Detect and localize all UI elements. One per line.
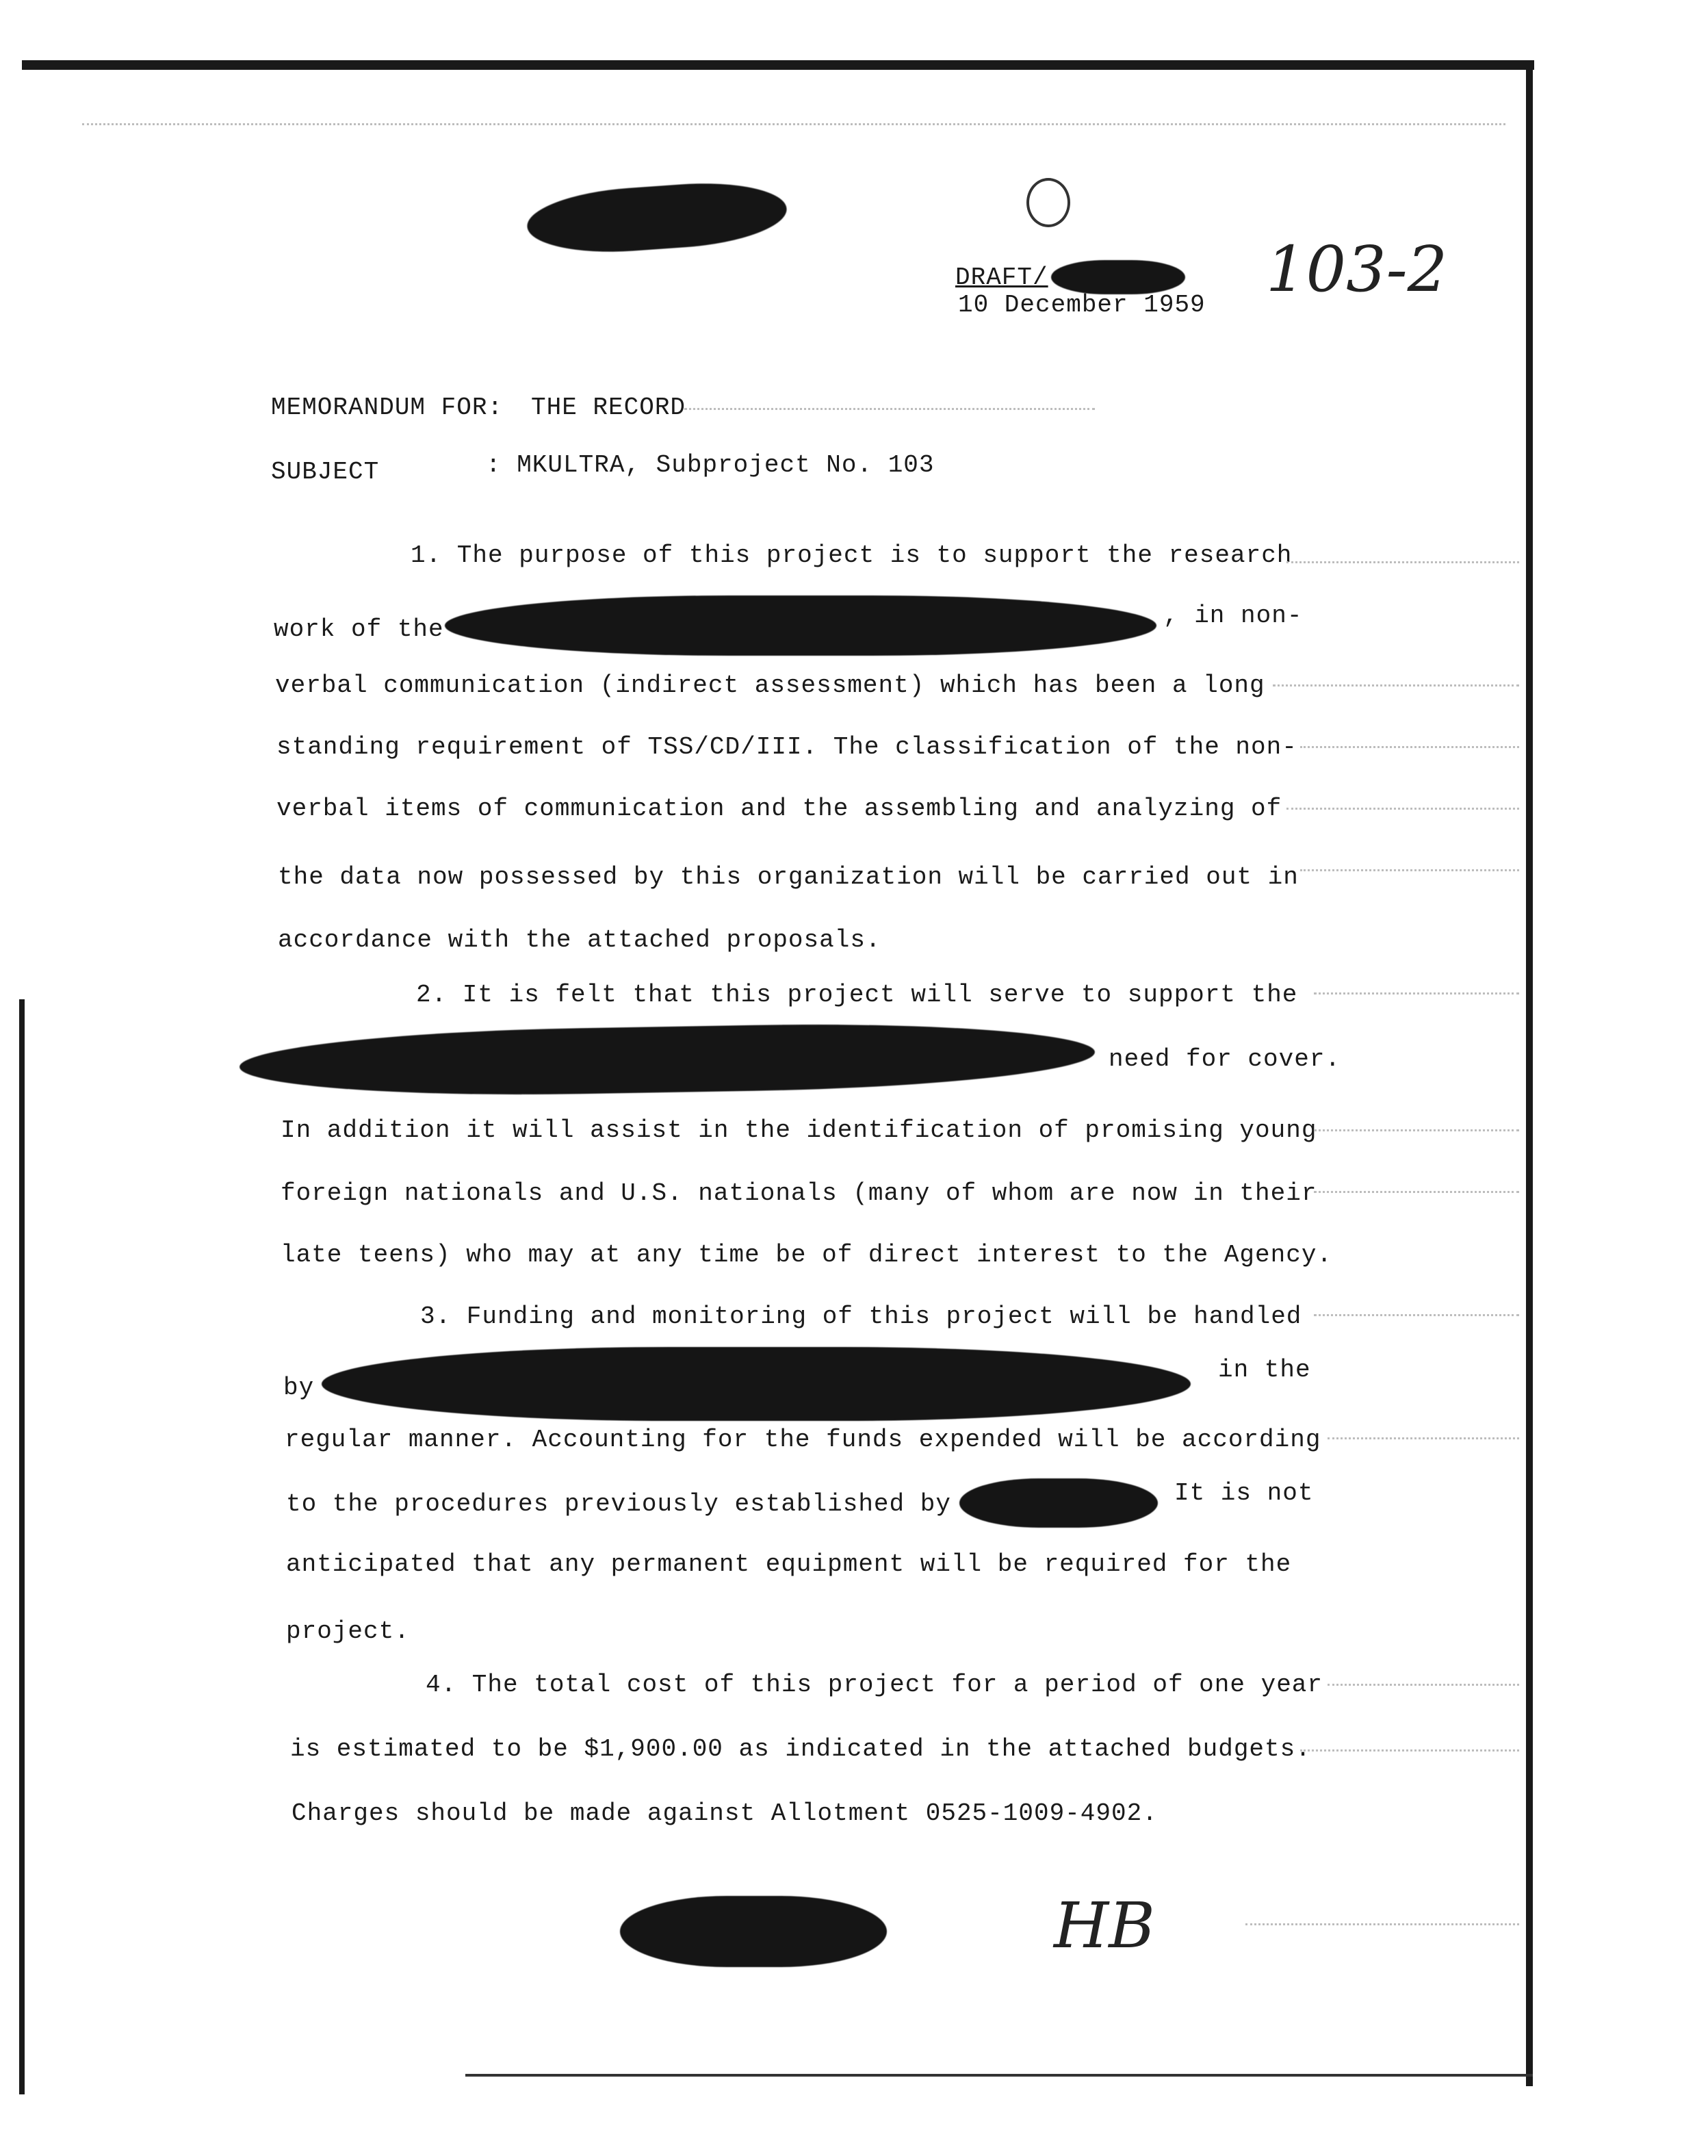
p1-line-4: standing requirement of TSS/CD/III. The classification of the non- [276,733,1297,761]
redaction-funding-entity [322,1347,1191,1421]
redaction-draft-suffix [1051,260,1185,294]
subject-label: SUBJECT [271,458,380,486]
guide-line [1300,869,1519,871]
guide-line [1314,1314,1519,1316]
guide-line [1314,992,1519,994]
draft-label: DRAFT/ [955,264,1048,292]
guide-line [1314,1129,1519,1131]
guide-line [1245,1923,1519,1925]
p3-line-5: anticipated that any permanent equipment will be required for the [286,1550,1292,1578]
redaction-organization [445,595,1156,656]
memo-for-label: MEMORANDUM FOR: [271,394,504,422]
bottom-border-line [465,2074,1533,2077]
p3-line-6: project. [286,1617,410,1645]
circle-mark [1026,178,1070,227]
top-border-line [22,60,1534,70]
guide-line [1314,1191,1519,1193]
p4-line-2: is estimated to be $1,900.00 as indicated in the attached budgets. [290,1735,1311,1763]
p3-line-2-end: in the [1218,1356,1311,1384]
memo-date: 10 December 1959 [958,291,1206,319]
p1-line-5: verbal items of communication and the assembling and analyzing of [276,795,1282,823]
p4-line-1: 4. The total cost of this project for a period of one year [426,1671,1323,1699]
guide-line [1286,808,1519,810]
p2-line-4: foreign nationals and U.S. nationals (many of whom are now in their [281,1179,1317,1207]
redaction-cover-entity [239,1019,1095,1100]
p2-line-5: late teens) who may at any time be of direct interest to the Agency. [281,1241,1333,1269]
handwritten-initials: HB [1054,1889,1155,1962]
guide-line [1300,746,1519,748]
redaction-classification-top [525,177,788,258]
guide-line [1286,561,1519,563]
p2-line-2: need for cover. [1109,1045,1341,1073]
p4-line-3: Charges should be made against Allotment 0525-1009-4902. [292,1799,1158,1827]
p1-line-2-start: work of the [274,615,444,643]
p3-line-4-start: to the procedures previously established by [286,1490,951,1518]
p1-line-3: verbal communication (indirect assessment) which has been a long [275,671,1265,700]
p1-line-7: accordance with the attached proposals. [278,926,881,954]
redaction-classification-bottom [620,1896,887,1967]
right-border-line [1526,60,1533,2086]
p2-line-3: In addition it will assist in the identification of promising young [281,1116,1317,1144]
memo-for-value: THE RECORD [531,394,686,422]
guide-line [1328,1437,1519,1439]
p3-line-2-start: by [283,1374,315,1402]
left-border-line [19,999,25,2094]
guide-line [1328,1684,1519,1686]
subject-value: : MKULTRA, Subproject No. 103 [486,451,935,479]
guide-line [82,123,1505,125]
p2-line-1: 2. It is felt that this project will serve to support the [416,981,1298,1009]
p3-line-3: regular manner. Accounting for the funds expended will be according [285,1426,1321,1454]
p3-line-4-end: It is not [1174,1479,1314,1507]
guide-line [1300,1749,1519,1751]
redaction-procedure-authority [959,1478,1158,1528]
p1-line-1: 1. The purpose of this project is to support the research [411,541,1293,569]
p1-line-6: the data now possessed by this organization will be carried out in [278,863,1299,891]
p3-line-1: 3. Funding and monitoring of this project will be handled [420,1302,1302,1331]
p1-line-2-end: , in non- [1163,602,1303,630]
guide-line [1273,684,1519,686]
guide-line [684,408,1095,410]
handwritten-document-number: 103-2 [1266,233,1448,306]
